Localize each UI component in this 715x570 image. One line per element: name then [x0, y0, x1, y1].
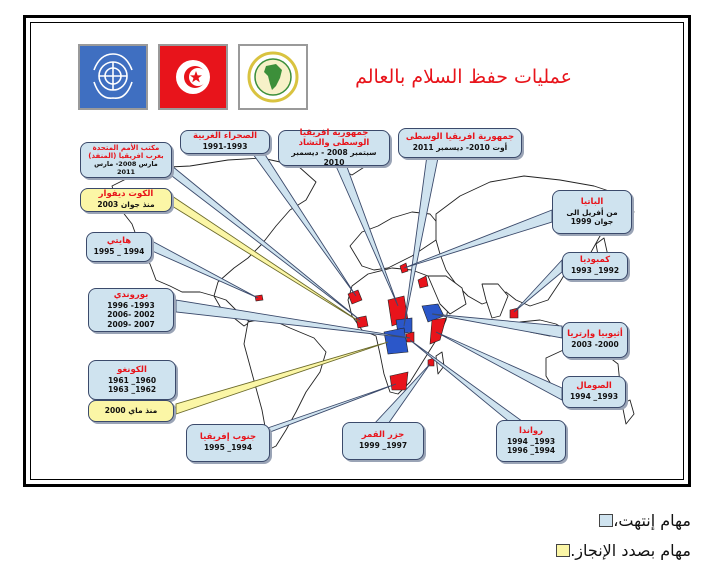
page-title: عمليات حفظ السلام بالعالم [355, 66, 572, 88]
callout-albania [552, 190, 632, 234]
callout-ethiopia-eritrea [562, 322, 628, 358]
callout-date: 1992_ 1993 [570, 266, 620, 276]
pointer-ethiopia-eritrea [432, 314, 562, 338]
callout-date: 1994_ 1996 [506, 445, 556, 455]
callout-car [398, 128, 522, 158]
callout-name: الكونغو [117, 364, 147, 375]
country-haiti [255, 295, 263, 301]
callout-date: 2000- 2003 [571, 340, 619, 350]
callout-name: بوروندي [113, 290, 149, 301]
callout-burundi [88, 288, 174, 332]
un-emblem-icon [80, 46, 146, 108]
callout-comoros [342, 422, 424, 460]
callout-date: منذ جوان 2003 [97, 200, 155, 210]
callout-congo [88, 360, 176, 400]
country-congo [384, 328, 408, 354]
legend-swatch-completed [599, 514, 613, 527]
callout-name: مكتب الأمم المتحدة بغرب افريقيا (المنفذ) [88, 143, 164, 160]
callout-name: الكوت ديفوار [98, 189, 154, 200]
callout-haiti [86, 232, 152, 262]
callout-date: 1997_ 1999 [358, 441, 408, 451]
callout-date: 1994 _ 1995 [93, 247, 145, 257]
callout-name: الصومال [576, 381, 612, 392]
callout-name: هايتي [106, 236, 132, 247]
callout-un-office-ca [80, 142, 172, 178]
callout-date: سبتمبر 2008 - ديسمبر 2010 [291, 148, 377, 167]
callout-date: من أفريل الى جوان 1999 [566, 207, 618, 226]
callout-cambodia [562, 252, 628, 280]
legend-completed [591, 511, 691, 530]
callout-date: 1994_ 1995 [203, 443, 253, 453]
legend-swatch-ongoing [556, 544, 570, 557]
callout-name: جمهورية افريقيا الوسطى والتشاد [298, 127, 370, 148]
callout-date: أوت 2010- ديسمبر 2011 [412, 143, 508, 153]
callout-name: كمبوديا [579, 255, 611, 266]
callout-date: 1991-1993 [202, 142, 248, 152]
callout-date: 1960_ 1961 [107, 375, 157, 385]
legend-ongoing [548, 541, 691, 560]
legend-label-completed: مهام إنتهت، [613, 511, 691, 530]
tunisia-flag [158, 44, 228, 110]
pointer-rwanda [410, 340, 526, 424]
callout-south-africa [186, 424, 270, 462]
callout-date: 1962_ 1963 [107, 384, 157, 394]
callout-name: أثيوبيا وإرتريا [567, 329, 623, 340]
tunisia-flag-icon [160, 46, 226, 108]
callout-date: منذ ماي 2000 [104, 406, 158, 416]
callout-date: 1993_ 1994 [506, 436, 556, 446]
callout-ivory-coast [80, 188, 172, 212]
callout-name: رواندا [518, 425, 544, 436]
callout-date: 2007 -2009 [107, 319, 155, 329]
callout-name: جزر القمر [361, 430, 405, 441]
pointer-somalia [436, 332, 562, 400]
callout-congo-ongoing [88, 400, 174, 422]
african-union-emblem-icon [240, 46, 306, 108]
african-union-emblem [238, 44, 308, 110]
callout-date: مارس 2008- مارس 2011 [94, 159, 158, 177]
callout-name: جمهورية افريقيا الوسطى [405, 132, 515, 143]
callout-name: الصحراء الغربية [192, 131, 258, 142]
un-emblem [78, 44, 148, 110]
callout-date: 1993- 1996 [107, 300, 155, 310]
callout-date: 2002 -2006 [107, 310, 155, 320]
legend-label-ongoing: مهام بصدد الإنجاز. [570, 541, 691, 560]
callout-name: الباتيا [580, 196, 604, 207]
callout-rwanda [496, 420, 566, 462]
callout-somalia [562, 376, 626, 408]
callout-name: جنوب إفريقيا [199, 432, 257, 443]
callout-car-chad [278, 127, 390, 167]
country-somalia [430, 318, 446, 344]
callout-western-sahara [180, 130, 270, 154]
callout-date: 1993_ 1994 [569, 392, 619, 402]
